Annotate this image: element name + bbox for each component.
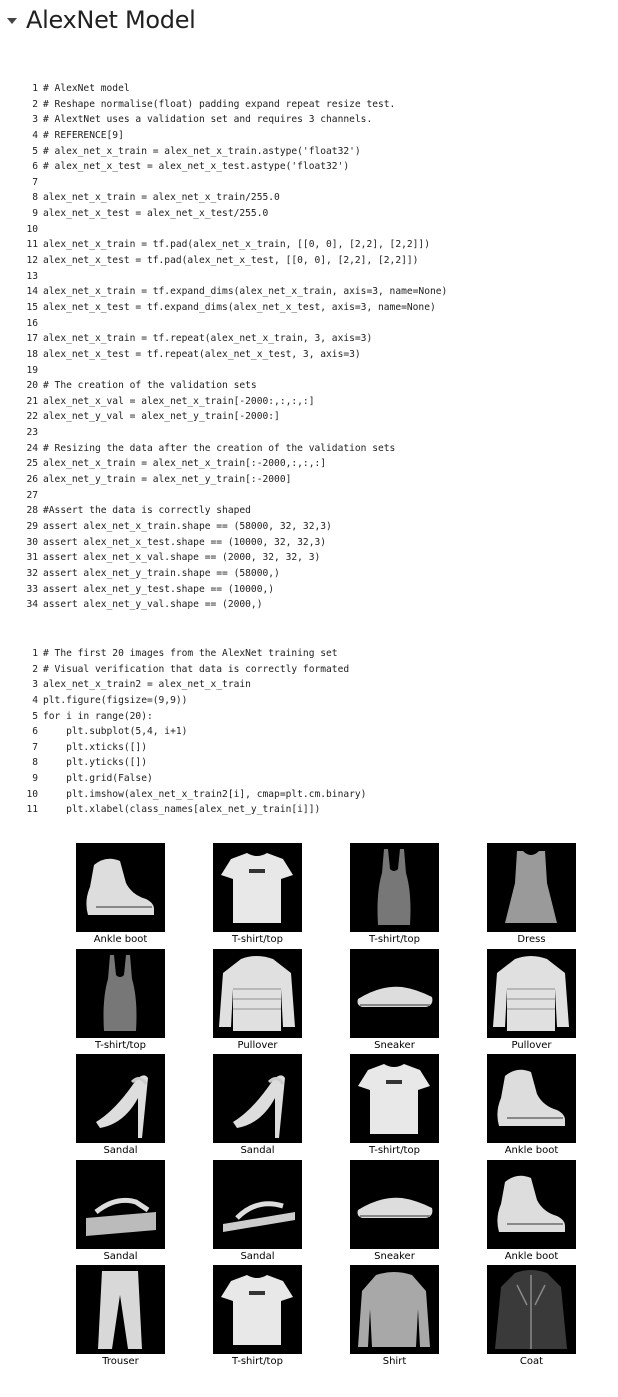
output-image-grid xyxy=(76,843,576,1373)
image-tile xyxy=(76,949,165,1051)
coat-image xyxy=(487,1265,576,1354)
code-line[interactable] xyxy=(20,441,600,457)
image-label: Sandal xyxy=(103,1145,138,1156)
code-line[interactable] xyxy=(20,316,600,332)
pullover-image xyxy=(487,949,576,1038)
tshirt-image xyxy=(213,843,302,932)
code-line[interactable] xyxy=(20,724,600,740)
image-label: Shirt xyxy=(382,1356,407,1367)
image-tile xyxy=(487,949,576,1051)
code-line[interactable] xyxy=(20,456,600,472)
image-label: Sandal xyxy=(240,1145,275,1156)
line-number: 11 xyxy=(26,804,38,816)
tank-top-image xyxy=(76,949,165,1038)
sandal-wedge-image xyxy=(76,1160,165,1249)
code-line[interactable] xyxy=(20,646,600,662)
code-text: assert alex_net_y_val.shape == (2000,) xyxy=(43,599,263,611)
line-number: 30 xyxy=(26,536,38,548)
line-number: 2 xyxy=(32,663,38,675)
ankle-boot-image xyxy=(487,1054,576,1143)
line-number: 34 xyxy=(26,599,38,611)
line-number: 8 xyxy=(32,757,38,769)
tank-top-image xyxy=(350,843,439,932)
image-tile xyxy=(76,843,165,945)
ankle-boot-image xyxy=(487,1160,576,1249)
image-tile xyxy=(76,1054,165,1156)
line-number: 12 xyxy=(26,255,38,267)
code-line[interactable] xyxy=(20,771,600,787)
code-line[interactable] xyxy=(20,597,600,613)
code-text: alex_net_x_train = tf.pad(alex_net_x_train, [[0, 0], [2,2], [2,2]]) xyxy=(43,239,430,251)
image-tile xyxy=(213,1054,302,1156)
code-line[interactable] xyxy=(20,284,600,300)
code-text: alex_net_x_train = tf.expand_dims(alex_net_x_train, axis=3, name=None) xyxy=(43,286,448,298)
line-number: 2 xyxy=(32,98,38,110)
line-number: 29 xyxy=(26,520,38,532)
line-number: 5 xyxy=(32,710,38,722)
code-line[interactable] xyxy=(20,175,600,191)
code-line[interactable] xyxy=(20,128,600,144)
code-text: plt.subplot(5,4, i+1) xyxy=(43,726,188,738)
code-line[interactable] xyxy=(20,112,600,128)
code-line[interactable] xyxy=(20,566,600,582)
collapse-caret-icon[interactable] xyxy=(5,14,19,28)
code-line[interactable] xyxy=(20,677,600,693)
line-number: 28 xyxy=(26,505,38,517)
line-number: 10 xyxy=(26,223,38,235)
image-label: Sandal xyxy=(240,1250,275,1262)
image-label: Coat xyxy=(519,1356,544,1367)
line-number: 31 xyxy=(26,552,38,564)
line-number: 8 xyxy=(32,192,38,204)
line-number: 11 xyxy=(26,239,38,251)
line-number: 17 xyxy=(26,333,38,345)
image-label: Sneaker xyxy=(374,1250,415,1262)
code-line[interactable] xyxy=(20,97,600,113)
code-text: assert alex_net_x_train.shape == (58000, 32, 32,3) xyxy=(43,520,332,532)
code-text: alex_net_x_test = alex_net_x_test/255.0 xyxy=(43,208,269,220)
code-text: plt.yticks([]) xyxy=(43,757,147,769)
image-tile xyxy=(487,1265,576,1367)
code-text: alex_net_x_train = tf.repeat(alex_net_x_train, 3, axis=3) xyxy=(43,333,373,345)
code-line[interactable] xyxy=(20,190,600,206)
image-tile xyxy=(487,1054,576,1156)
code-line[interactable] xyxy=(20,394,600,410)
code-text: plt.imshow(alex_net_x_train2[i], cmap=plt.cm.binary) xyxy=(43,788,367,800)
code-line[interactable] xyxy=(20,222,600,238)
image-tile xyxy=(487,1160,576,1262)
image-label: T-shirt/top xyxy=(95,1039,146,1051)
code-text: alex_net_x_train = alex_net_x_train[:-2000,:,:,:] xyxy=(43,458,327,470)
code-text: # AlextNet uses a validation set and requires 3 channels. xyxy=(43,114,373,126)
line-number: 10 xyxy=(26,788,38,800)
line-number: 7 xyxy=(32,176,38,188)
code-text: #Assert the data is correctly shaped xyxy=(43,505,251,517)
sandal-flat-image xyxy=(213,1160,302,1249)
code-line[interactable] xyxy=(20,503,600,519)
code-line[interactable] xyxy=(20,425,600,441)
image-tile xyxy=(487,843,576,945)
line-number: 6 xyxy=(32,161,38,173)
code-text: # alex_net_x_test = alex_net_x_test.astype('float32') xyxy=(43,161,350,173)
code-cell-plot[interactable] xyxy=(20,646,600,818)
image-tile xyxy=(350,1265,439,1367)
line-number: 13 xyxy=(26,270,38,282)
tshirt-image xyxy=(213,1265,302,1354)
line-number: 19 xyxy=(26,364,38,376)
line-number: 7 xyxy=(32,741,38,753)
code-text: plt.grid(False) xyxy=(43,773,153,785)
code-text: plt.xlabel(class_names[alex_net_y_train[i]]) xyxy=(43,804,321,816)
line-number: 4 xyxy=(32,694,38,706)
code-line[interactable] xyxy=(20,81,600,97)
code-line[interactable] xyxy=(20,331,600,347)
code-line[interactable] xyxy=(20,159,600,175)
code-text: alex_net_x_train2 = alex_net_x_train xyxy=(43,679,251,691)
image-label: Ankle boot xyxy=(504,1145,559,1156)
code-line[interactable] xyxy=(20,693,600,709)
code-line[interactable] xyxy=(20,582,600,598)
line-number: 4 xyxy=(32,129,38,141)
sneaker-image xyxy=(350,949,439,1038)
code-text: plt.xticks([]) xyxy=(43,741,147,753)
line-number: 5 xyxy=(32,145,38,157)
code-line[interactable] xyxy=(20,472,600,488)
line-number: 18 xyxy=(26,348,38,360)
image-label: Ankle boot xyxy=(504,1250,559,1262)
code-line[interactable] xyxy=(20,755,600,771)
code-line[interactable] xyxy=(20,206,600,222)
image-label: T-shirt/top xyxy=(369,934,420,945)
code-text: alex_net_y_val = alex_net_y_train[-2000:] xyxy=(43,411,280,423)
code-text: for i in range(20): xyxy=(43,710,153,722)
line-number: 3 xyxy=(32,679,38,691)
code-text: assert alex_net_y_test.shape == (10000,) xyxy=(43,583,275,595)
image-label: Dress xyxy=(517,934,546,945)
code-line[interactable] xyxy=(20,300,600,316)
code-text: plt.figure(figsize=(9,9)) xyxy=(43,694,188,706)
shirt-image xyxy=(350,1265,439,1354)
code-text: alex_net_x_train = alex_net_x_train/255.0 xyxy=(43,192,280,204)
image-label: Pullover xyxy=(237,1039,278,1051)
image-label: T-shirt/top xyxy=(369,1145,420,1156)
image-tile xyxy=(350,949,439,1051)
image-tile xyxy=(213,843,302,945)
line-number: 24 xyxy=(26,442,38,454)
code-text: alex_net_x_test = tf.expand_dims(alex_net_x_test, axis=3, name=None) xyxy=(43,301,436,313)
line-number: 26 xyxy=(26,474,38,486)
image-label: Ankle boot xyxy=(93,934,148,945)
line-number: 16 xyxy=(26,317,38,329)
section-title: AlexNet Model xyxy=(26,6,196,34)
line-number: 15 xyxy=(26,301,38,313)
image-tile xyxy=(350,1054,439,1156)
code-text: alex_net_x_test = tf.pad(alex_net_x_test, [[0, 0], [2,2], [2,2]]) xyxy=(43,255,419,267)
pullover-image xyxy=(213,949,302,1038)
trouser-image xyxy=(76,1265,165,1354)
line-number: 25 xyxy=(26,458,38,470)
code-text: # The first 20 images from the AlexNet training set xyxy=(43,648,338,659)
line-number: 27 xyxy=(26,489,38,501)
code-line[interactable] xyxy=(20,488,600,504)
image-tile xyxy=(76,1265,165,1367)
code-text: # REFERENCE[9] xyxy=(43,129,124,141)
dress-image xyxy=(487,843,576,932)
line-number: 22 xyxy=(26,411,38,423)
code-text: # The creation of the validation sets xyxy=(43,380,257,392)
image-tile xyxy=(213,1265,302,1367)
image-tile xyxy=(213,949,302,1051)
image-label: T-shirt/top xyxy=(232,1356,283,1367)
section-header xyxy=(0,0,618,44)
line-number: 9 xyxy=(32,773,38,785)
code-text: alex_net_y_train = alex_net_y_train[:-2000] xyxy=(43,474,292,486)
code-line[interactable] xyxy=(20,550,600,566)
sneaker-image xyxy=(350,1160,439,1249)
code-line[interactable] xyxy=(20,709,600,725)
line-number: 3 xyxy=(32,114,38,126)
code-line[interactable] xyxy=(20,363,600,379)
code-line[interactable] xyxy=(20,802,600,818)
image-tile xyxy=(350,1160,439,1262)
line-number: 21 xyxy=(26,395,38,407)
code-cell-preprocessing[interactable] xyxy=(20,81,600,613)
code-text: # alex_net_x_train = alex_net_x_train.astype('float32') xyxy=(43,145,361,157)
line-number: 14 xyxy=(26,286,38,298)
line-number: 33 xyxy=(26,583,38,595)
image-label: T-shirt/top xyxy=(232,934,283,945)
image-label: Trouser xyxy=(102,1356,139,1367)
code-line[interactable] xyxy=(20,253,600,269)
image-label: Sneaker xyxy=(374,1039,415,1051)
line-number: 23 xyxy=(26,427,38,439)
code-text: assert alex_net_x_test.shape == (10000, 32, 32,3) xyxy=(43,536,327,548)
line-number: 9 xyxy=(32,208,38,220)
code-line[interactable] xyxy=(20,519,600,535)
code-text: assert alex_net_x_val.shape == (2000, 32, 32, 3) xyxy=(43,552,321,564)
code-line[interactable] xyxy=(20,144,600,160)
image-tile xyxy=(76,1160,165,1262)
code-line[interactable] xyxy=(20,535,600,551)
code-text: # Resizing the data after the creation of the validation sets xyxy=(43,442,396,454)
image-label: Pullover xyxy=(511,1039,552,1051)
image-tile xyxy=(213,1160,302,1262)
code-line[interactable] xyxy=(20,237,600,253)
sandal-heel-image xyxy=(76,1054,165,1143)
line-number: 20 xyxy=(26,380,38,392)
code-text: alex_net_x_val = alex_net_x_train[-2000:,:,:,:] xyxy=(43,395,315,407)
line-number: 1 xyxy=(32,83,38,94)
ankle-boot-image xyxy=(76,843,165,932)
image-tile xyxy=(350,843,439,945)
line-number: 32 xyxy=(26,567,38,579)
tshirt-image xyxy=(350,1054,439,1143)
code-line[interactable] xyxy=(20,269,600,285)
code-text: # AlexNet model xyxy=(43,83,130,94)
line-number: 1 xyxy=(32,648,38,659)
code-line[interactable] xyxy=(20,740,600,756)
line-number: 6 xyxy=(32,726,38,738)
sandal-heel-image xyxy=(213,1054,302,1143)
code-text: alex_net_x_test = tf.repeat(alex_net_x_test, 3, axis=3) xyxy=(43,348,361,360)
code-line[interactable] xyxy=(20,787,600,803)
image-label: Sandal xyxy=(103,1250,138,1262)
code-line[interactable] xyxy=(20,378,600,394)
code-text: assert alex_net_y_train.shape == (58000,) xyxy=(43,567,280,579)
code-line[interactable] xyxy=(20,409,600,425)
code-text: # Reshape normalise(float) padding expand repeat resize test. xyxy=(43,98,396,110)
code-line[interactable] xyxy=(20,662,600,678)
code-text: # Visual verification that data is correctly formated xyxy=(43,663,350,675)
code-line[interactable] xyxy=(20,347,600,363)
